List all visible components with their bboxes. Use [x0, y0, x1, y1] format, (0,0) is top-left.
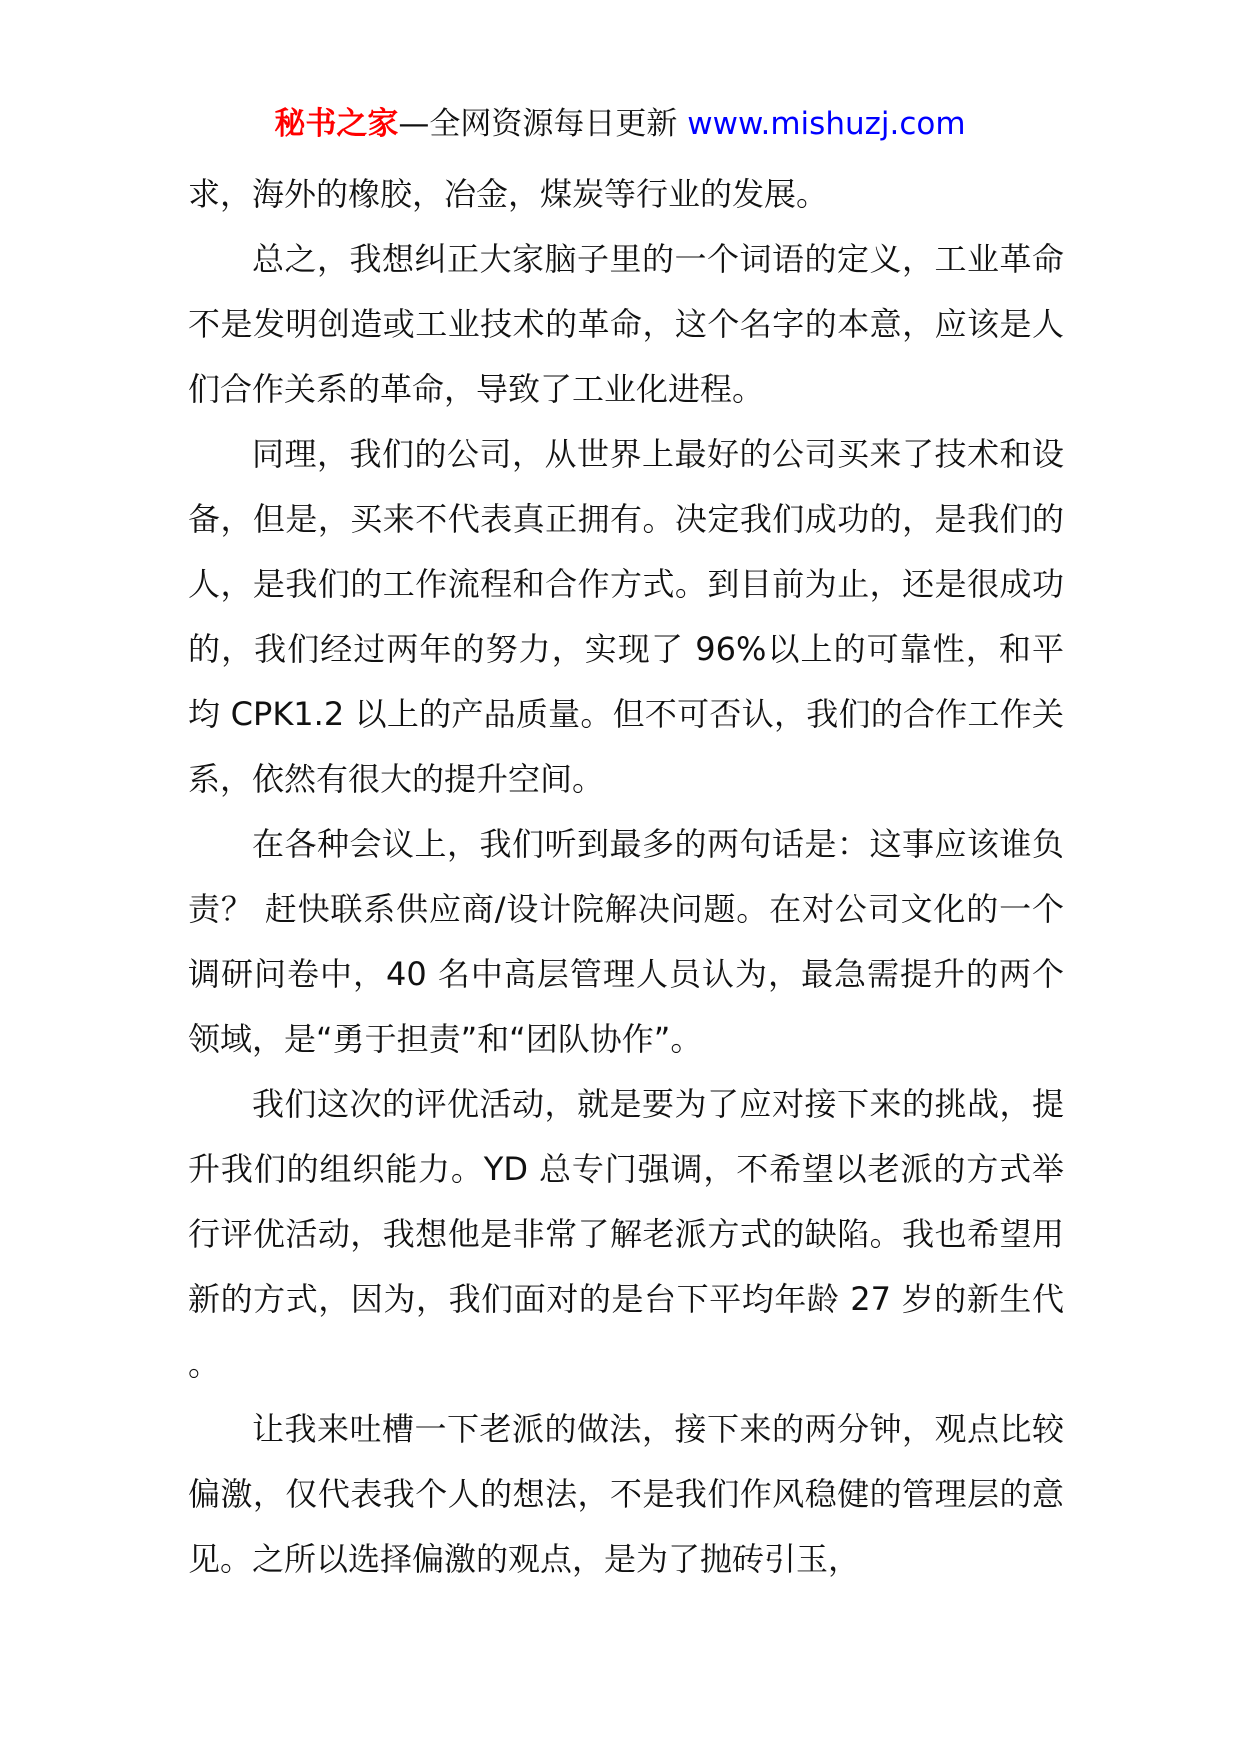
brand-name: 秘书之家: [274, 106, 399, 142]
document-body: [188, 162, 1064, 1592]
paragraph: 让我来吐槽一下老派的做法，接下来的两分钟，观点比较偏激，仅代表我个人的想法，不是我们作风稳健的管理层的意见。之所以选择偏激的观点，是为了抛砖引玉，: [188, 1410, 1064, 1578]
paragraph: 总之，我想纠正大家脑子里的一个词语的定义，工业革命不是发明创造或工业技术的革命，这个名字的本意，应该是人们合作关系的革命，导致了工业化进程。: [188, 240, 1064, 408]
page-header: [0, 102, 1240, 146]
paragraph: 同理，我们的公司，从世界上最好的公司买来了技术和设备，但是，买来不代表真正拥有。决定我们成功的，是我们的人，是我们的工作流程和合作方式。到目前为止，还是很成功的，我们经过两年的努力，实现了 96%以上的可靠性，和平均 CPK1.2 以上的产品质量。但不可否认，我们的合作工作关系，依然有很大的提升空间。: [188, 435, 1064, 798]
paragraph: 我们这次的评优活动，就是要为了应对接下来的挑战，提升我们的组织能力。YD 总专门强调，不希望以老派的方式举行评优活动，我想他是非常了解老派方式的缺陷。我也希望用新的方式，因为，我们面对的是台下平均年龄 27 岁的新生代。: [188, 1085, 1064, 1383]
header-tagline: —全网资源每日更新: [398, 106, 688, 142]
paragraph: 在各种会议上，我们听到最多的两句话是：这事应该谁负责？ 赶快联系供应商/设计院解决问题。在对公司文化的一个调研问卷中，40 名中高层管理人员认为，最急需提升的两个领域，是“勇于担责”和“团队协作”。: [188, 825, 1064, 1058]
paragraph-continuation: 求，海外的橡胶，冶金，煤炭等行业的发展。: [188, 175, 829, 213]
website-link[interactable]: www.mishuzj.com: [687, 106, 966, 142]
